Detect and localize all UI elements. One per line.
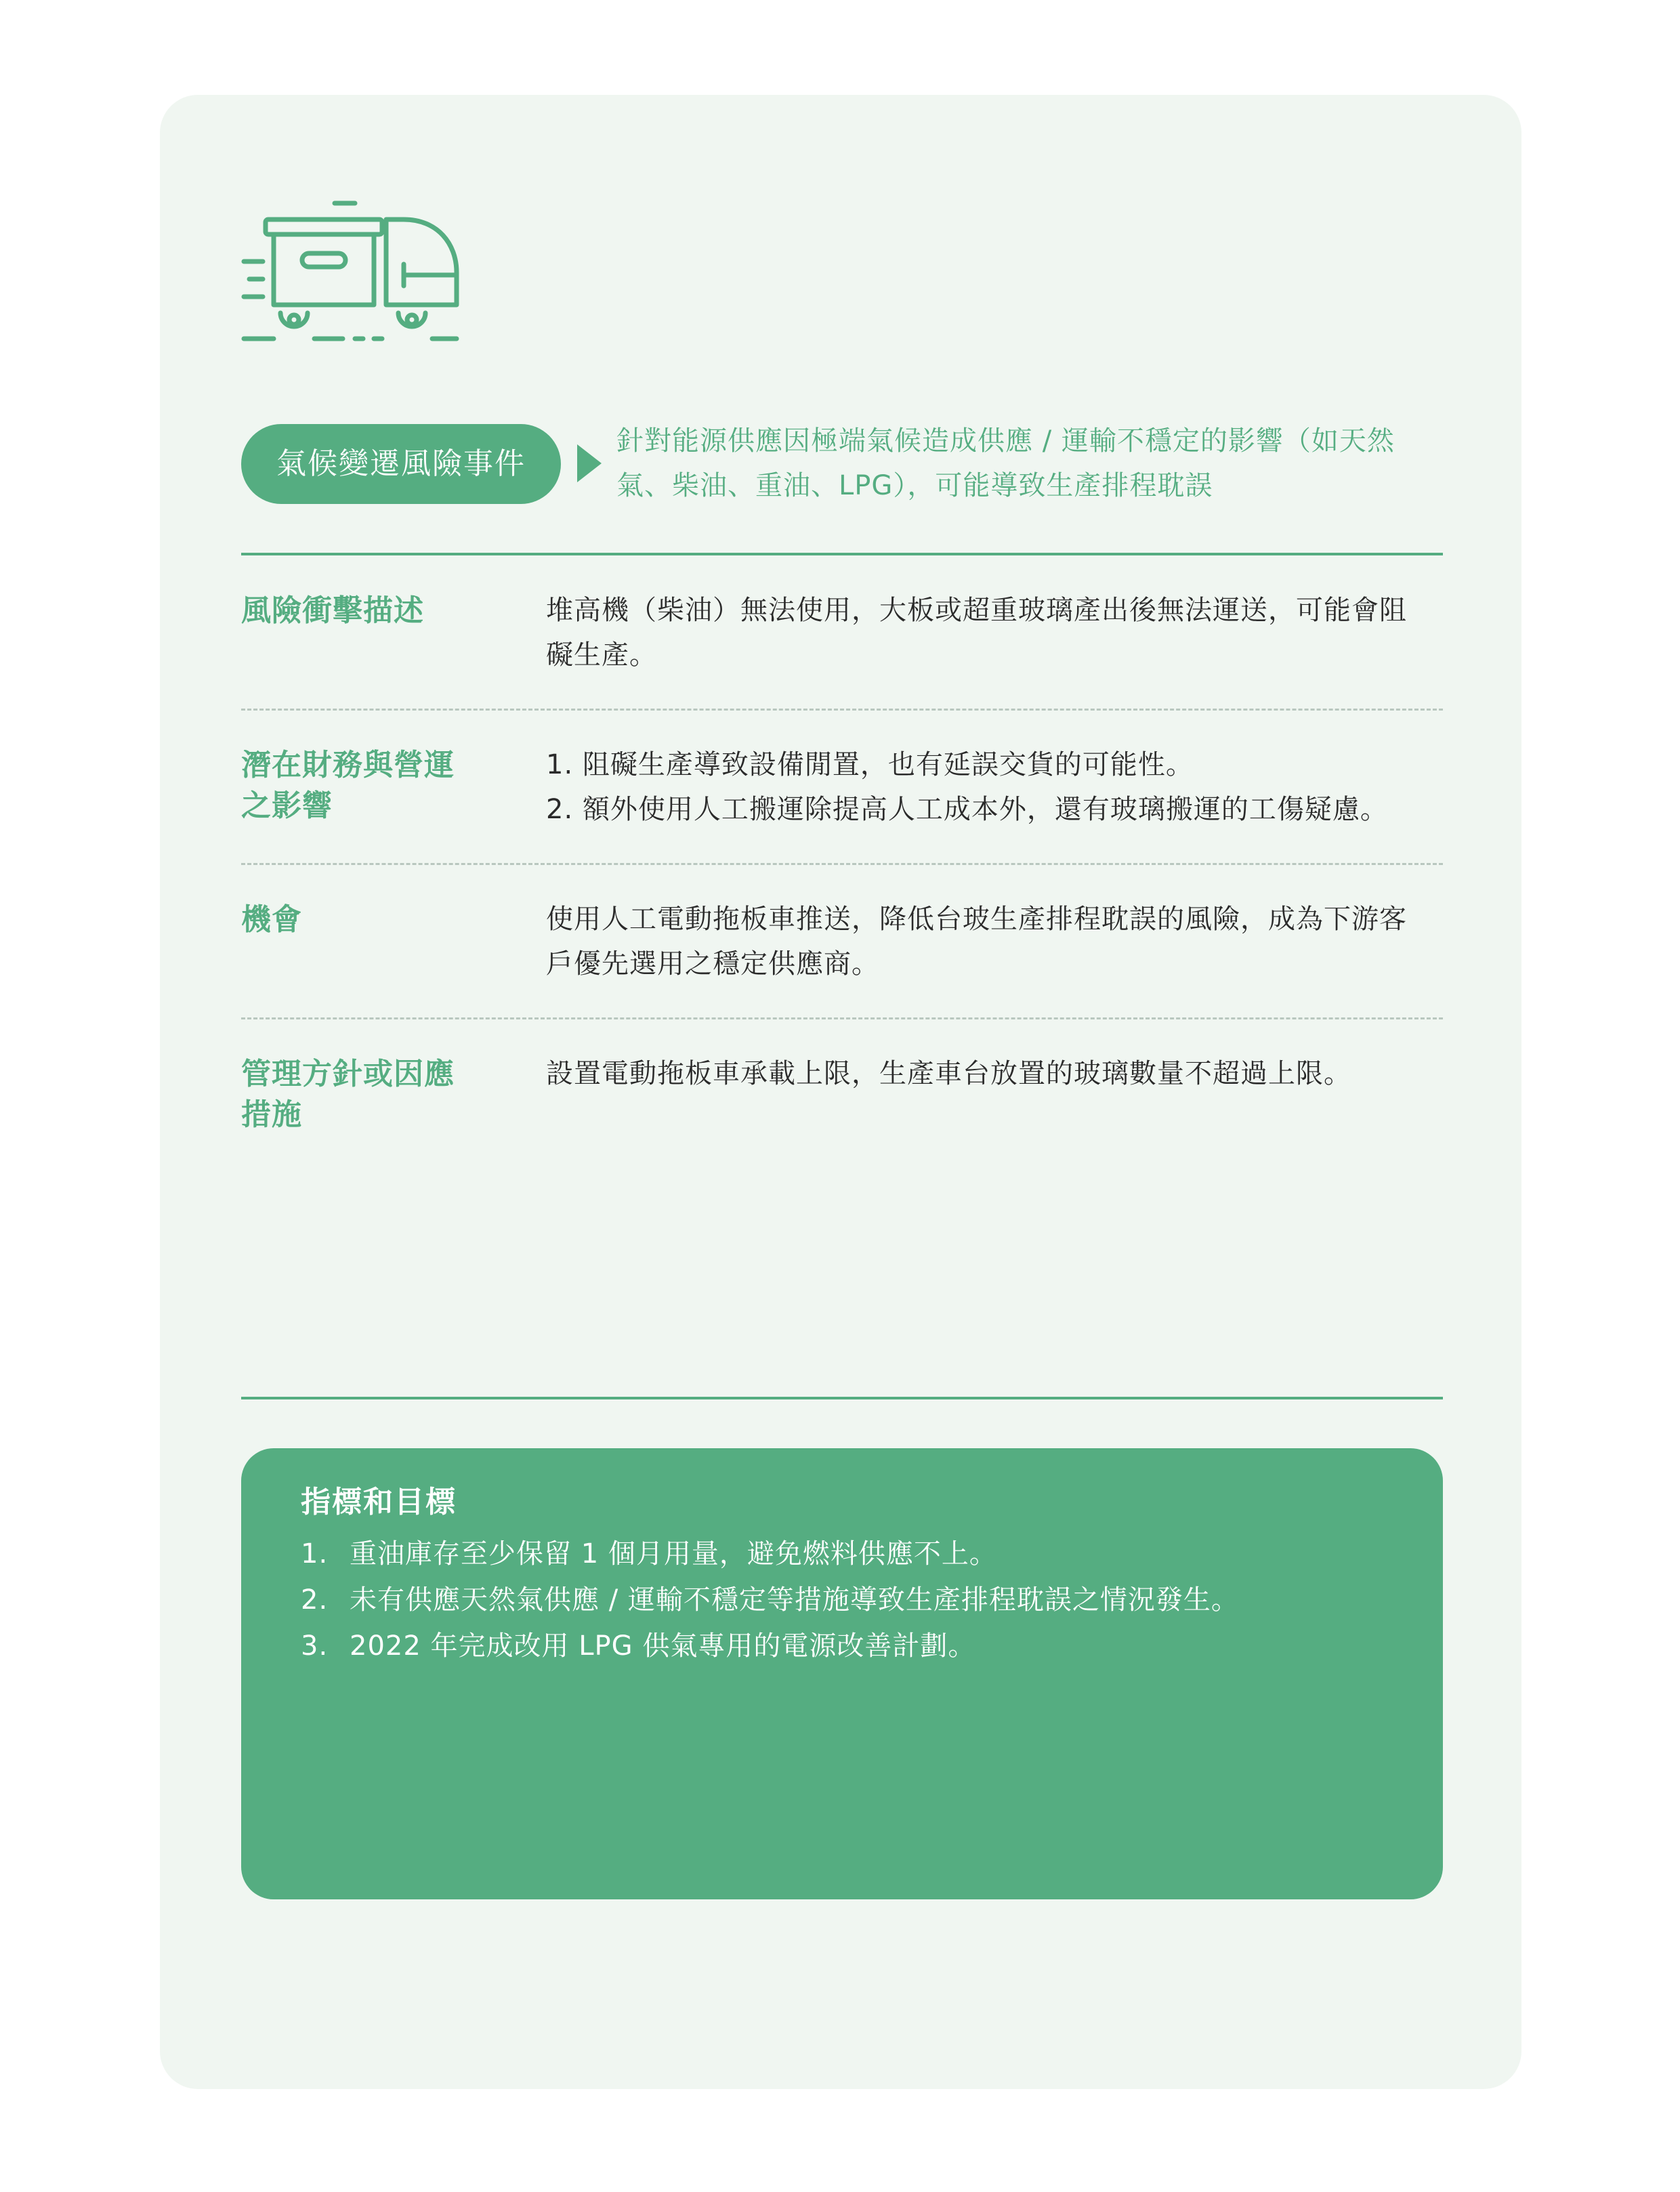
- divider-dashed: [241, 709, 1443, 711]
- risk-event-label: 氣候變遷風險事件: [241, 424, 561, 504]
- triangle-arrow-icon: [577, 444, 602, 482]
- divider-dashed: [241, 863, 1443, 865]
- row-text-financial-impact: 1. 阻礙生產導致設備閒置，也有延誤交貨的可能性。 2. 額外使用人工搬運除提高人工成本外，還有玻璃搬運的工傷疑慮。: [546, 749, 1388, 825]
- row-text-impact: 堆高機（柴油）無法使用，大板或超重玻璃產出後無法運送，可能會阻 礙生產。: [546, 595, 1407, 671]
- row-label-management: 管理方針或因應 措施: [241, 1057, 455, 1132]
- divider-bottom: [241, 1397, 1443, 1399]
- row-label-impact: 風險衝擊描述: [241, 593, 424, 628]
- delivery-truck-icon: [241, 196, 465, 359]
- metrics-and-targets-box: [241, 1448, 1443, 1899]
- list-item: 2. 未有供應天然氣供應 / 運輸不穩定等措施導致生產排程耽誤之情況發生。: [301, 1584, 1239, 1616]
- row-text-opportunity: 使用人工電動拖板車推送，降低台玻生產排程耽誤的風險，成為下游客 戶優先選用之穩定供應商。: [546, 904, 1407, 979]
- divider-top: [241, 553, 1443, 555]
- list-item: 1. 重油庫存至少保留 1 個月用量，避免燃料供應不上。: [301, 1538, 997, 1569]
- metrics-list: [301, 1531, 1412, 1669]
- list-item: 3. 2022 年完成改用 LPG 供氣專用的電源改善計劃。: [301, 1630, 976, 1662]
- row-text-management: 設置電動拖板車承載上限，生產車台放置的玻璃數量不超過上限。: [546, 1058, 1351, 1089]
- row-label-opportunity: 機會: [241, 902, 302, 937]
- risk-event-description: 針對能源供應因極端氣候造成供應 / 運輸不穩定的影響（如天然 氣、柴油、重油、LPG），可能導致生產排程耽誤: [616, 425, 1395, 501]
- metrics-title: 指標和目標: [301, 1485, 457, 1519]
- row-label-financial-impact: 潛在財務與營運 之影響: [241, 748, 455, 823]
- divider-dashed: [241, 1017, 1443, 1019]
